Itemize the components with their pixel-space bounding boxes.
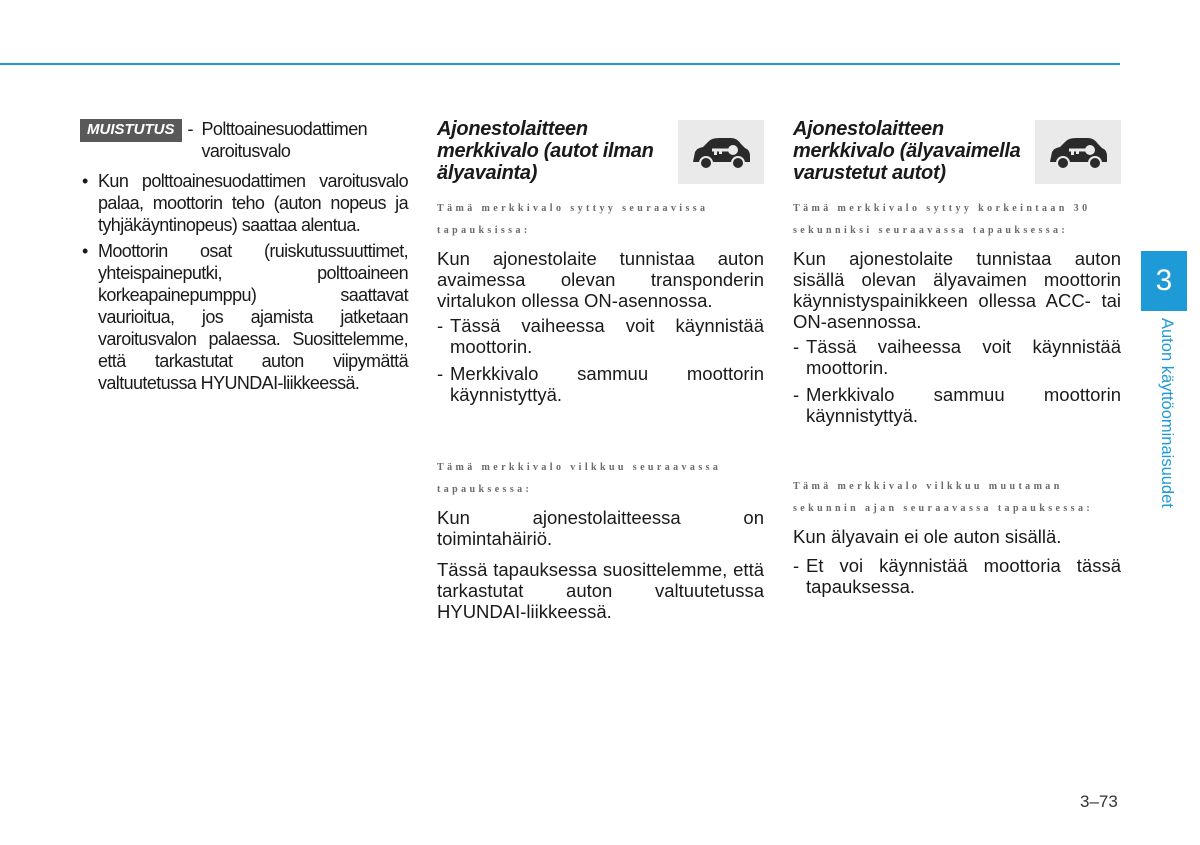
caution-header <box>80 118 408 162</box>
column-immobilizer-no-smart-key <box>437 118 764 626</box>
dash-item <box>437 363 764 405</box>
caution-bullet: • Kun polttoainesuodattimen varoitusvalo palaa, moottorin teho (auton nopeus ja tyhjäkäyntinopeus) saattaa alentua. <box>80 170 408 236</box>
section-subheading: Tämä merkkivalo syttyy korkeintaan 30 sekunniksi seuraavassa tapauksessa: <box>793 203 1091 236</box>
chapter-label: Auton käyttöominaisuudet <box>1158 318 1176 508</box>
section-heading: Ajonestolaitteen merkkivalo (älyavaimella varustetut autot) <box>793 118 1021 184</box>
dash-marker: - <box>793 555 800 576</box>
caution-title-text: Polttoainesuodattimen varoitusvalo <box>201 119 368 161</box>
caution-badge: MUISTUTUS <box>80 119 182 142</box>
dash-marker: - <box>437 363 444 384</box>
section-heading: Ajonestolaitteen merkkivalo (autot ilman älyavainta) <box>437 118 654 184</box>
immobilizer-car-key-icon <box>689 132 753 172</box>
section-subheading: Tämä merkkivalo syttyy seuraavissa tapauksissa: <box>437 203 709 236</box>
immobilizer-icon-box <box>1035 120 1121 184</box>
column-caution <box>80 118 408 398</box>
immobilizer-car-key-icon <box>1046 132 1110 172</box>
dash-item <box>437 315 764 357</box>
caution-title-dash: - <box>187 119 193 139</box>
dash-marker: - <box>793 336 800 357</box>
dash-item-text: Tässä vaiheessa voit käynnistää moottorin. <box>806 336 1121 378</box>
paragraph: Kun ajonestolaite tunnistaa auton sisällä olevan älyavaimen moottorin käynnistyspainikkeen ollessa ACC- tai ON-asennossa. <box>793 248 1121 332</box>
section-subheading: Tämä merkkivalo vilkkuu muutaman sekunnin ajan seuraavassa tapauksessa: <box>793 481 1094 514</box>
top-rule <box>0 63 1120 65</box>
dash-marker: - <box>437 315 444 336</box>
section-header <box>437 118 764 184</box>
dash-item-text: Et voi käynnistää moottoria tässä tapauksessa. <box>806 555 1121 597</box>
column-immobilizer-smart-key <box>793 118 1121 603</box>
dash-item <box>793 336 1121 378</box>
paragraph: Tässä tapauksessa suosittelemme, että tarkastutat auton valtuutetussa HYUNDAI-liikkeessä. <box>437 559 764 622</box>
dash-item-text: Tässä vaiheessa voit käynnistää moottorin. <box>450 315 764 357</box>
chapter-tab: 3 <box>1141 251 1187 311</box>
dash-item <box>793 555 1121 597</box>
dash-item-text: Merkkivalo sammuu moottorin käynnistyttyä. <box>806 384 1121 426</box>
dash-marker: - <box>793 384 800 405</box>
caution-bullet-list <box>80 170 408 394</box>
dash-item-text: Merkkivalo sammuu moottorin käynnistyttyä. <box>450 363 764 405</box>
paragraph: Kun älyavain ei ole auton sisällä. <box>793 526 1062 547</box>
dash-item <box>793 384 1121 426</box>
section-subheading: Tämä merkkivalo vilkkuu seuraavassa tapauksessa: <box>437 462 722 495</box>
paragraph: Kun ajonestolaite tunnistaa auton avaimessa olevan transponderin virtalukon ollessa ON-asennossa. <box>437 248 764 311</box>
page-number: 3–73 <box>1080 792 1118 811</box>
section-header <box>793 118 1121 184</box>
caution-bullet: • Moottorin osat (ruiskutussuuttimet, yhteispaineputki, polttoaineen korkeapainepumppu) saattavat vaurioitua, jos ajamista jatketaan varoitusvalon palaessa. Suosittelemme, että tarkastutat auton viipymättä valtuutetussa HYUNDAI-liikkeessä. <box>80 240 408 394</box>
paragraph: Kun ajonestolaitteessa on toimintahäiriö. <box>437 507 764 549</box>
immobilizer-icon-box <box>678 120 764 184</box>
caution-title <box>188 118 409 162</box>
